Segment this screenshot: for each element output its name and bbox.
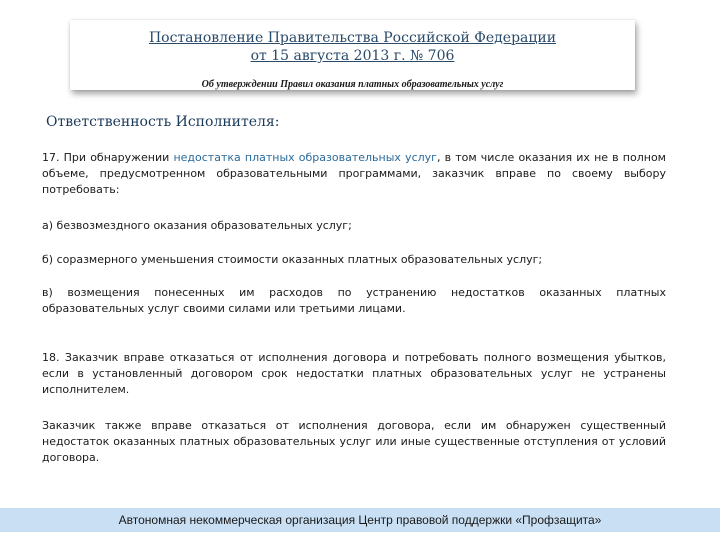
document-title xyxy=(70,29,635,65)
header-box xyxy=(70,20,635,90)
paragraph-18: 18. Заказчик вправе отказаться от исполнения договора и потребовать полного возмещения убытков, если в установленный договором срок недостатки платных образовательных услуг не устранены исполнителем. xyxy=(42,351,666,396)
title-line-2: от 15 августа 2013 г. № 706 xyxy=(250,48,455,64)
paragraph-17 xyxy=(42,150,666,198)
document-subtitle: Об утверждении Правил оказания платных образовательных услуг xyxy=(201,79,504,90)
item-c: в) возмещения понесенных им расходов по устранению недостатков оказанных платных образовательных услуг своими силами или третьими лицами. xyxy=(42,286,666,315)
paragraph-17-end: , в том числе оказания их не в полном объеме, предусмотренном образовательными программами, заказчик вправе по своему выбору потребовать: xyxy=(42,151,666,196)
paragraph-17-link[interactable]: недостатка платных образовательных услуг xyxy=(173,151,437,164)
paragraph-18-continued: Заказчик также вправе отказаться от исполнения договора, если им обнаружен существенный недостаток оказанных платных образовательных услуг или иные существенные отступления от условий договора. xyxy=(42,419,666,464)
paragraph-17-start: 17. При обнаружении xyxy=(42,151,174,164)
item-a: а) безвозмездного оказания образовательных услуг; xyxy=(42,219,352,232)
title-line-1: Постановление Правительства Российской Федерации xyxy=(148,30,557,46)
section-heading: Ответственность Исполнителя: xyxy=(46,114,280,130)
footer-text: Автономная некоммерческая организация Центр правовой поддержки «Профзащита» xyxy=(118,513,602,527)
item-b: б) соразмерного уменьшения стоимости оказанных платных образовательных услуг; xyxy=(42,253,543,266)
footer-bar xyxy=(0,508,720,532)
